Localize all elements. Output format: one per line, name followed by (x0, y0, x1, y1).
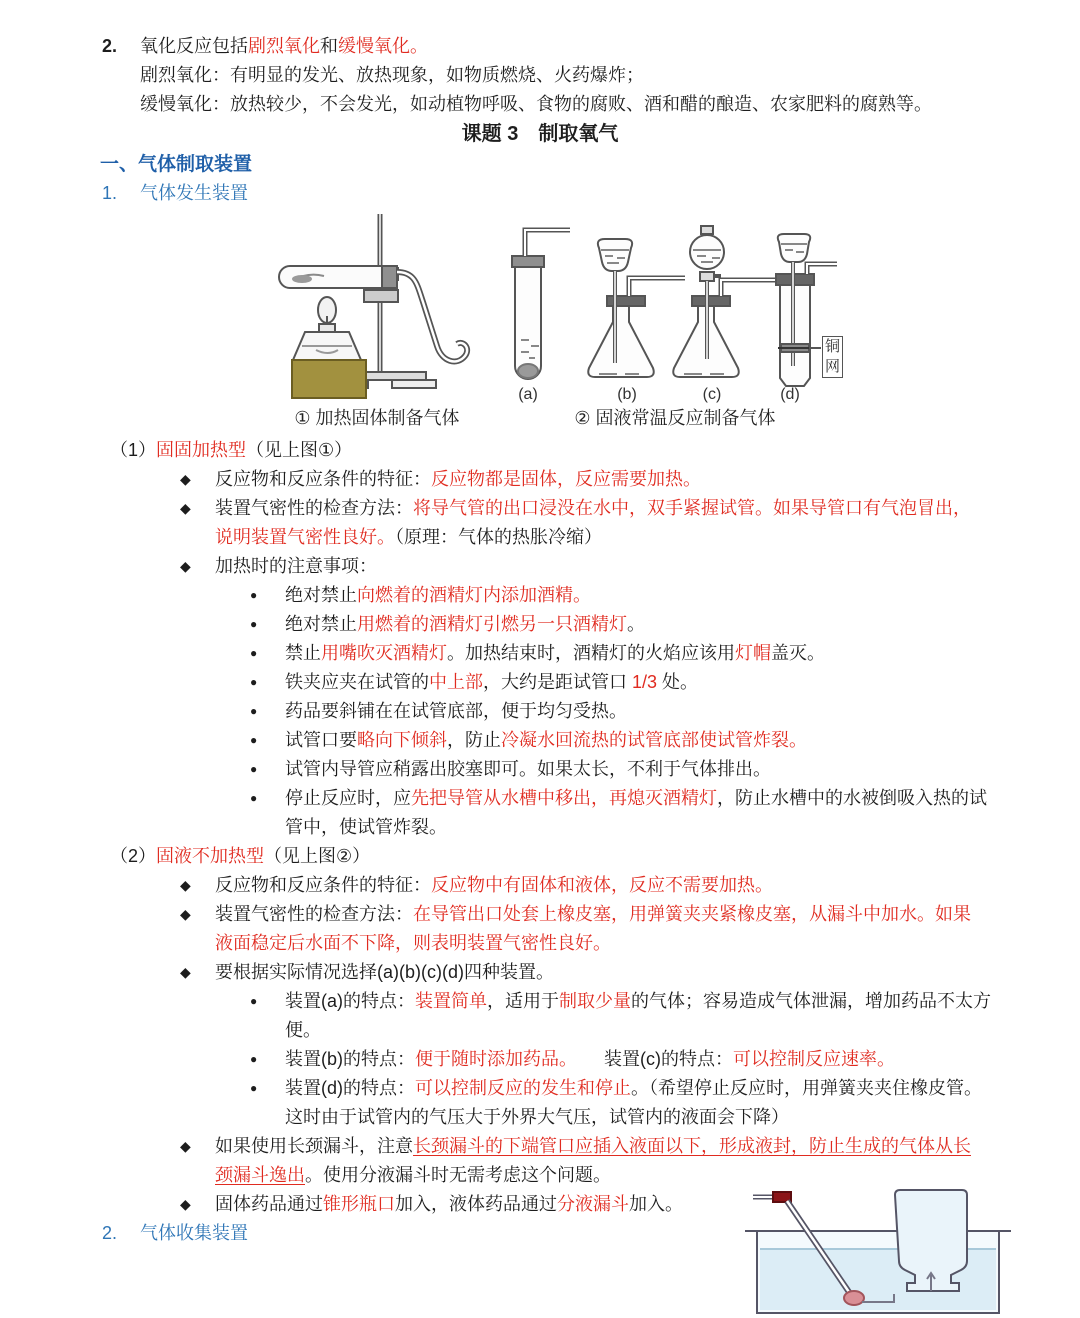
bullet-text: 药品要斜铺在在试管底部，便于均匀受热。 (285, 701, 627, 721)
intro-line-3: 缓慢氧化：放热较少，不会发光，如动植物呼吸、食物的腐败、酒和醋的酿造、农家肥料的腐熟等。 (140, 94, 932, 114)
bullet-text: 装置(d)的特点：可以控制反应的发生和停止。（希望停止反应时，用弹簧夹夹住橡皮管。这时由于试管内的气压大于外界大气压，试管内的液面会下降） (285, 1078, 982, 1127)
circle-marker: ● (250, 762, 258, 776)
part2-heading-text: （2）固液不加热型（见上图②） (110, 846, 371, 866)
bullet-diamond (180, 1132, 1080, 1190)
circle-marker: ● (250, 791, 258, 805)
bullet-circle (250, 1074, 1080, 1132)
circle-marker: ● (250, 704, 258, 718)
bullet-diamond (180, 900, 1080, 958)
intro-line-1: 氧化反应包括剧烈氧化和缓慢氧化。 (140, 36, 428, 56)
page-title: 课题 3 制取氧气 (461, 123, 619, 145)
bullet-text: 装置(a)的特点：装置简单，适用于制取少量的气体；容易造成气体泄漏，增加药品不太方便。 (285, 991, 991, 1040)
figures-row (0, 208, 1080, 436)
bullet-diamond (180, 465, 1080, 494)
circle-marker: ● (250, 588, 258, 602)
bullet-text: 如果使用长颈漏斗，注意长颈漏斗的下端管口应插入液面以下，形成液封，防止生成的气体从长颈漏斗逸出。使用分液漏斗时无需考虑这个问题。 (215, 1136, 971, 1185)
part2-heading (110, 842, 1080, 871)
bullet-text: 铁夹应夹在试管的中上部，大约是距试管口 1/3 处。 (285, 672, 699, 692)
bullet-circle (250, 581, 1080, 610)
water-collection-drawing (735, 1185, 1035, 1318)
bullet-text: 停止反应时，应先把导管从水槽中移出，再熄灭酒精灯，防止水槽中的水被倒吸入热的试管中，使试管炸裂。 (285, 788, 987, 837)
diamond-marker: ◆ (180, 558, 191, 574)
bullet-text: 禁止用嘴吹灭酒精灯。加热结束时，酒精灯的火焰应该用灯帽盖灭。 (285, 643, 825, 663)
diamond-marker: ◆ (180, 1138, 191, 1154)
bullet-text: 试管口要略向下倾斜，防止冷凝水回流热的试管底部使试管炸裂。 (285, 730, 807, 750)
bullet-text: 要根据实际情况选择(a)(b)(c)(d)四种装置。 (215, 962, 554, 982)
part1-heading-text: （1）固固加热型（见上图①） (110, 440, 353, 460)
fig-solid-liquid-apparatus (495, 208, 841, 428)
apparatus-label-d: (d) (780, 386, 800, 403)
figure-2-caption: ② 固液常温反应制备气体 (574, 408, 776, 428)
list-number: 2. (102, 36, 118, 56)
diamond-marker: ◆ (180, 1196, 191, 1212)
bullet-text: 加热时的注意事项： (215, 556, 377, 576)
circle-marker: ● (250, 675, 258, 689)
circle-marker: ● (250, 994, 258, 1008)
section-heading-1: 一、气体制取装置 (100, 154, 253, 175)
bullet-circle (250, 1045, 1080, 1074)
bullet-diamond (180, 958, 1080, 987)
circle-marker: ● (250, 1081, 258, 1095)
bullet-circle (250, 697, 1080, 726)
bullet-text: 绝对禁止用燃着的酒精灯引燃另一只酒精灯。 (285, 614, 645, 634)
list-number: 1. (102, 183, 118, 203)
subsection-label: 气体发生装置 (140, 183, 248, 203)
bullet-diamond (180, 552, 1080, 581)
heating-apparatus-drawing (272, 208, 482, 402)
bullet-circle (250, 987, 1080, 1045)
circle-marker: ● (250, 733, 258, 747)
diamond-marker: ◆ (180, 500, 191, 516)
bullet-text: 固体药品通过锥形瓶口加入，液体药品通过分液漏斗加入。 (215, 1194, 683, 1214)
subsection-gas-generator (102, 179, 1080, 208)
apparatus-label-a: (a) (518, 386, 538, 403)
circle-marker: ● (250, 617, 258, 631)
diamond-marker: ◆ (180, 877, 191, 893)
diamond-marker: ◆ (180, 471, 191, 487)
fig-water-collection-apparatus (735, 1185, 1035, 1318)
bullet-text: 反应物和反应条件的特征：反应物都是固体，反应需要加热。 (215, 469, 701, 489)
subsection-label: 气体收集装置 (140, 1223, 248, 1243)
list-number: 2. (102, 1223, 118, 1243)
figure-1-caption: ① 加热固体制备气体 (294, 408, 460, 428)
fig-heating-solid-apparatus (272, 208, 482, 428)
bullet-text: 装置(b)的特点：便于随时添加药品。 装置(c)的特点：可以控制反应速率。 (285, 1049, 895, 1069)
circle-marker: ● (250, 646, 258, 660)
bullet-circle (250, 755, 1080, 784)
bullet-text: 试管内导管应稍露出胶塞即可。如果太长，不利于气体排出。 (285, 759, 771, 779)
apparatus-label-b: (b) (617, 386, 637, 403)
diamond-marker: ◆ (180, 906, 191, 922)
bullet-text: 装置气密性的检查方法：在导管出口处套上橡皮塞，用弹簧夹夹紧橡皮塞，从漏斗中加水。如果液面稳定后水面不下降，则表明装置气密性良好。 (215, 904, 971, 953)
apparatus-label-c: (c) (702, 386, 722, 403)
bullet-text: 反应物和反应条件的特征：反应物中有固体和液体，反应不需要加热。 (215, 875, 773, 895)
bullet-diamond (180, 871, 1080, 900)
intro-line-2: 剧烈氧化：有明显的发光、放热现象，如物质燃烧、火药爆炸； (140, 65, 644, 85)
bullet-text: 装置气密性的检查方法：将导气管的出口浸没在水中，双手紧握试管。如果导管口有气泡冒出，说明装置气密性良好。（原理：气体的热胀冷缩） (215, 498, 971, 547)
bullet-circle (250, 726, 1080, 755)
diamond-marker: ◆ (180, 964, 191, 980)
circle-marker: ● (250, 1052, 258, 1066)
bullet-circle (250, 784, 1080, 842)
bullet-diamond (180, 494, 1080, 552)
copper-mesh-label: 铜网 (822, 336, 843, 378)
intro-item-2 (102, 32, 1080, 61)
bullet-circle (250, 668, 1080, 697)
solid-liquid-apparatus-drawing (495, 208, 840, 402)
part1-heading (110, 436, 1080, 465)
bullet-circle (250, 639, 1080, 668)
bullet-circle (250, 610, 1080, 639)
bullet-text: 绝对禁止向燃着的酒精灯内添加酒精。 (285, 585, 591, 605)
